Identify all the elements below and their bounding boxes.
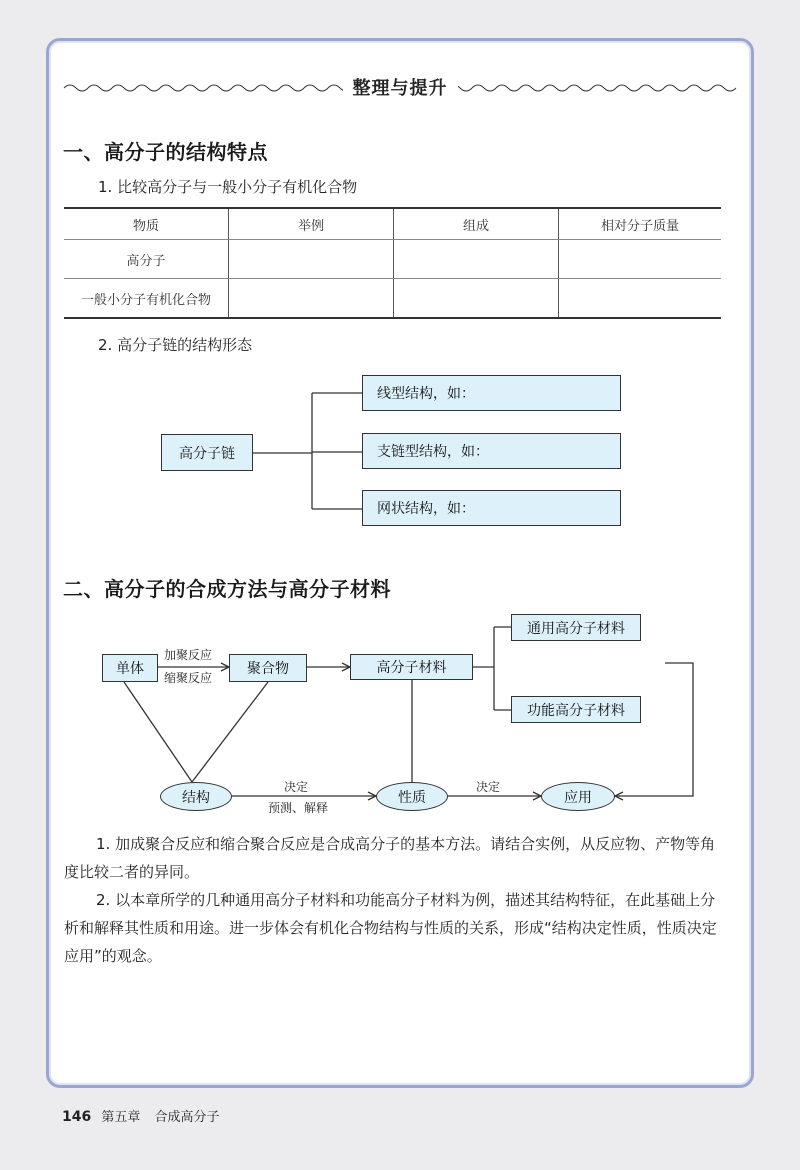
- chapter-title: 合成高分子: [154, 1110, 220, 1125]
- section1-item1: 1. 比较高分子与一般小分子有机化合物: [98, 178, 358, 196]
- network-structure-box: 网状结构，如：: [362, 490, 621, 526]
- general-material-box: 通用高分子材料: [511, 614, 641, 641]
- chain-root-box: 高分子链: [161, 434, 253, 471]
- predict-explain-label: 预测、解释: [268, 801, 329, 815]
- header-title: 整理与提升: [343, 78, 458, 99]
- table-cell: 高分子: [64, 240, 229, 279]
- page-footer: [62, 1106, 220, 1125]
- table-header: 物质: [64, 208, 229, 240]
- chapter-label: 第五章: [101, 1110, 141, 1125]
- decides-label-2: 决定: [476, 780, 501, 794]
- polymer-material-box: 高分子材料: [350, 654, 473, 680]
- monomer-box: 单体: [102, 654, 158, 682]
- linear-structure-box: 线型结构，如：: [362, 375, 621, 411]
- table-cell: 一般小分子有机化合物: [64, 279, 229, 319]
- table-header: 组成: [394, 208, 559, 240]
- functional-material-box: 功能高分子材料: [511, 696, 641, 723]
- table-header: 相对分子质量: [559, 208, 722, 240]
- addition-polymerization-label: 加聚反应: [164, 648, 213, 662]
- polymer-box: 聚合物: [229, 654, 307, 682]
- structure-ellipse: 结构: [160, 782, 232, 811]
- section2-heading: 二、高分子的合成方法与高分子材料: [63, 577, 391, 601]
- section1-item2: 2. 高分子链的结构形态: [98, 336, 253, 354]
- branched-structure-box: 支链型结构，如：: [362, 433, 621, 469]
- paragraph-2: 2. 以本章所学的几种通用高分子材料和功能高分子材料为例，描述其结构特征，在此基础上分析和解释其性质和用途。进一步体会有机化合物结构与性质的关系，形成“结构决定性质，性质决定应用”的观念。: [64, 891, 717, 965]
- application-ellipse: 应用: [541, 782, 615, 811]
- property-ellipse: 性质: [376, 782, 448, 811]
- table-header: 举例: [229, 208, 394, 240]
- section1-heading: 一、高分子的结构特点: [63, 140, 268, 164]
- condensation-polymerization-label: 缩聚反应: [164, 671, 213, 685]
- page-number: 146: [62, 1109, 92, 1125]
- paragraph-1: 1. 加成聚合反应和缩合聚合反应是合成高分子的基本方法。请结合实例，从反应物、产物等角度比较二者的异同。: [64, 835, 716, 881]
- decides-label-1: 决定: [284, 780, 309, 794]
